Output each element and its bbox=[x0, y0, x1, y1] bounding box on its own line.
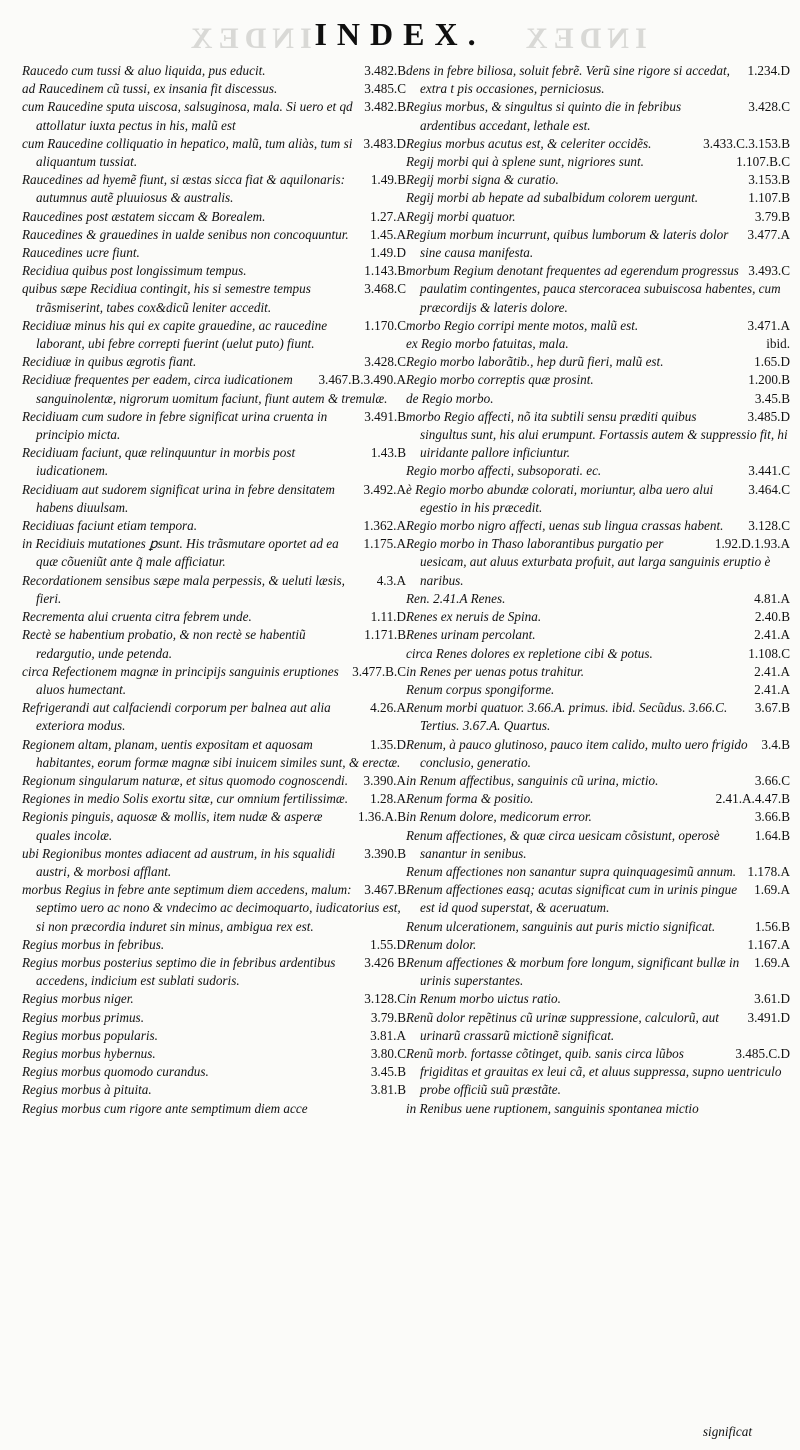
index-entry-text: Renũ morb. fortasse cõtinget, quib. sanis circa lũbos frigiditas et grauitas ex leui cã, et aluus suppressa, supno uentriculo probe officiũ suũ præstãte. bbox=[406, 1045, 782, 1098]
index-entry-text: Recidiuæ minus his qui ex capite grauedine, ac raucedine laborant, ubi febre correpti fuerint (uelut puto) fiunt. bbox=[22, 317, 328, 352]
index-reference: 1.55.D bbox=[370, 936, 406, 952]
index-entry-text: in Renibus uene ruptionem, sanguinis spontanea mictio bbox=[406, 1100, 699, 1116]
catchword: significat bbox=[702, 1424, 752, 1439]
index-entry bbox=[406, 153, 790, 171]
index-entry bbox=[22, 736, 406, 772]
index-entry bbox=[406, 863, 790, 881]
index-reference: 3.428.C bbox=[748, 99, 790, 115]
index-entry bbox=[406, 736, 790, 772]
index-entry-text: Regius morbus posterius septimo die in febribus ardentibus accedens, indicium est sublati sudoris. bbox=[22, 954, 336, 989]
index-reference: 1.234.D bbox=[747, 63, 790, 78]
index-entry bbox=[406, 1045, 790, 1100]
index-reference: 3.428.C bbox=[364, 354, 406, 370]
index-entry bbox=[22, 1063, 406, 1081]
index-entry-text: morbo Regio corripi mente motos, malũ est. bbox=[406, 317, 639, 333]
index-reference: 1.69.A bbox=[754, 882, 790, 898]
index-entry bbox=[406, 772, 790, 790]
index-entry bbox=[406, 62, 790, 98]
index-entry-text: Refrigerandi aut calfaciendi corporum per balnea aut alia exteriora modus. bbox=[22, 700, 331, 734]
index-reference: 3.464.C bbox=[748, 481, 790, 497]
index-reference: 3.128.C bbox=[748, 518, 790, 534]
index-entry bbox=[22, 1081, 406, 1099]
bleed-through-title-right: INDEX bbox=[520, 22, 647, 55]
index-entry bbox=[406, 535, 790, 590]
index-entry-text: Renum forma & positio. bbox=[406, 791, 534, 807]
index-entry-text: Renum affectiones non sanantur supra quinquagesimũ annum. bbox=[406, 863, 737, 879]
index-entry bbox=[406, 171, 790, 189]
index-entry-text: circa Refectionem magnæ in principijs sanguinis eruptiones aluos humectant. bbox=[22, 663, 339, 697]
index-entry bbox=[406, 699, 790, 735]
index-entry-text: quibus sæpe Recidiua contingit, his si semestre tempus trãsmiserint, tabes cox&dicũ leniter accedit. bbox=[22, 281, 311, 315]
index-entry-text: Recordationem sensibus sæpe mala perpessis, & ueluti læsis, fieri. bbox=[22, 572, 345, 606]
index-reference: 3.81.B bbox=[370, 1082, 406, 1098]
index-entry bbox=[22, 62, 406, 80]
index-entry bbox=[406, 517, 790, 535]
index-entry-text: Regij morbi quatuor. bbox=[406, 208, 516, 224]
index-entry bbox=[22, 80, 406, 98]
index-reference: 1.175.A bbox=[363, 536, 406, 552]
index-entry-text: morbo Regio affecti, nõ ita subtili sensu præditi quibus singultus sunt, his alui erumpunt. Fortassis autem & suppressio fit, hi uiridante pallore inficiuntur. bbox=[406, 408, 788, 461]
index-reference: 1.49.D bbox=[370, 245, 406, 261]
index-entry-text: cum Raucedine colliquatio in hepatico, malũ, tum aliàs, tum si aliquantum tussiat. bbox=[22, 135, 353, 170]
index-reference: ibid. bbox=[766, 336, 790, 352]
index-entry bbox=[406, 608, 790, 626]
index-reference: 1.35.D bbox=[370, 736, 406, 752]
index-entry bbox=[22, 1100, 406, 1118]
index-entry bbox=[22, 280, 406, 316]
index-entry-text: Regio morbo correptis quæ prosint. bbox=[406, 372, 594, 388]
index-entry bbox=[22, 772, 406, 790]
index-entry bbox=[22, 353, 406, 371]
index-entry bbox=[406, 98, 790, 134]
index-entry-text: è Regio morbo abundæ colorati, moriuntur, alba uero alui egestio in his præcedit. bbox=[406, 481, 714, 515]
index-reference: 4.81.A bbox=[754, 590, 790, 606]
index-entry-text: Renum morbi quatuor. 3.66.A. primus. ibid. Secũdus. 3.66.C. Tertius. 3.67.A. Quartus. bbox=[406, 700, 728, 734]
index-reference: 3.491.B bbox=[364, 408, 406, 424]
index-entry bbox=[22, 244, 406, 262]
page-title: INDEX. bbox=[314, 16, 486, 52]
index-entry bbox=[406, 481, 790, 517]
index-reference: 1.362.A bbox=[363, 518, 406, 534]
index-entry bbox=[406, 335, 790, 353]
index-reference: 2.41.A.4.47.B bbox=[715, 791, 790, 807]
index-reference: 3.485.C.D bbox=[735, 1045, 790, 1061]
index-reference: 3.477.A bbox=[747, 226, 790, 242]
index-entry bbox=[406, 371, 790, 389]
index-entry bbox=[406, 827, 790, 863]
index-reference: 1.64.B bbox=[754, 827, 790, 843]
index-reference: 3.485.C bbox=[364, 81, 406, 97]
index-entry-text: Raucedines post æstatem siccam & Borealem. bbox=[22, 208, 266, 224]
index-entry-text: in Renum affectibus, sanguinis cũ urina, mictio. bbox=[406, 772, 659, 788]
index-reference: 3.426 B bbox=[364, 954, 406, 970]
index-entry bbox=[406, 262, 790, 317]
index-entry-text: Rectè se habentium probatio, & non rectè se habentiũ redargutio, unde petenda. bbox=[22, 627, 306, 661]
index-reference: 3.482.B bbox=[364, 99, 406, 115]
index-entry-text: Renũ dolor repẽtinus cũ urinæ suppressione, calculorũ, aut urinarũ crassarũ mictionẽ significat. bbox=[406, 1009, 719, 1043]
index-entry bbox=[406, 408, 790, 463]
index-entry-text: Recidiuæ in quibus ægrotis fiant. bbox=[22, 354, 197, 370]
index-entry-text: Raucedines & grauedines in ualde senibus non concoquuntur. bbox=[22, 226, 349, 242]
index-entry bbox=[22, 936, 406, 954]
index-reference: 1.92.D.1.93.A bbox=[714, 536, 790, 552]
index-entry-text: Renes urinam percolant. bbox=[406, 627, 536, 643]
index-entry bbox=[22, 135, 406, 171]
index-reference: 3.45.B bbox=[754, 390, 790, 406]
index-reference: 1.27.A bbox=[370, 208, 406, 224]
index-entry-text: ubi Regionibus montes adiacent ad austrum, in his squalidi austri, & morbosi afflant. bbox=[22, 845, 336, 879]
index-entry bbox=[406, 681, 790, 699]
index-entry-text: Regius morbus popularis. bbox=[22, 1027, 158, 1043]
index-entry-text: in Renes per uenas potus trahitur. bbox=[406, 663, 585, 679]
index-entry-text: Renum affectiones easq; acutas significat cum in urinis pingue est id quod superstat, & aceruatum. bbox=[406, 882, 738, 916]
index-reference: 1.171.B bbox=[364, 627, 406, 643]
index-reference: 3.492.A bbox=[363, 481, 406, 497]
index-reference: 3.79.B bbox=[754, 208, 790, 224]
index-entry bbox=[22, 226, 406, 244]
index-reference: 1.178.A bbox=[747, 863, 790, 879]
index-entry bbox=[406, 189, 790, 207]
index-entry-text: ex Regio morbo fatuitas, mala. bbox=[406, 336, 569, 352]
index-entry bbox=[406, 317, 790, 335]
index-entry-text: Regij morbi ab hepate ad subalbidum colorem uergunt. bbox=[406, 190, 699, 206]
index-entry bbox=[22, 1009, 406, 1027]
index-entry-text: Regio morbo affecti, subsoporati. ec. bbox=[406, 463, 602, 479]
index-reference: 4.26.A bbox=[370, 700, 406, 716]
index-reference: 3.390.A bbox=[363, 772, 406, 788]
index-reference: 3.477.B.C bbox=[352, 663, 406, 679]
index-entry-text: Regionis pinguis, aquosæ & mollis, item nudæ & asperæ quales incolæ. bbox=[22, 809, 323, 843]
index-entry bbox=[406, 663, 790, 681]
index-entry-text: Regio morbo in Thaso laborantibus purgatio per uesicam, aut aluus exturbata profuit, aut larga sanguinis eruptio è naribus. bbox=[406, 536, 771, 588]
index-reference: 1.56.B bbox=[754, 918, 790, 934]
index-reference: 3.79.B bbox=[370, 1009, 406, 1025]
index-entry bbox=[22, 990, 406, 1008]
index-entry bbox=[22, 535, 406, 571]
index-entry-text: Regius morbus cum rigore ante semptimum diem acce bbox=[22, 1100, 308, 1116]
index-entry bbox=[22, 808, 406, 844]
index-entry bbox=[22, 954, 406, 990]
index-entry-text: Regius morbus à pituita. bbox=[22, 1082, 152, 1098]
index-reference: 3.493.C bbox=[748, 263, 790, 279]
index-reference: 3.485.D bbox=[747, 408, 790, 424]
index-reference: 3.433.C.3.153.B bbox=[703, 135, 790, 151]
index-reference: 2.41.A bbox=[754, 627, 790, 643]
index-entry bbox=[22, 317, 406, 353]
index-entry-text: Regius morbus hybernus. bbox=[22, 1045, 156, 1061]
index-reference: 3.67.B bbox=[754, 700, 790, 716]
index-entry-text: Renum affectiones & morbum fore longum, significant bullæ in urinis superstantes. bbox=[406, 954, 740, 989]
index-reference: 1.65.D bbox=[754, 354, 790, 370]
index-reference: 1.107.B bbox=[748, 190, 790, 206]
index-entry bbox=[406, 645, 790, 663]
index-entry bbox=[22, 790, 406, 808]
index-reference: 3.61.D bbox=[754, 991, 790, 1007]
index-entry-text: Regionum singularum naturæ, et situs quomodo cognoscendi. bbox=[22, 772, 349, 788]
index-entry-text: in Renum morbo uictus ratio. bbox=[406, 991, 561, 1007]
index-entry bbox=[406, 954, 790, 990]
index-entry bbox=[406, 590, 790, 608]
index-reference: 3.390.B bbox=[364, 845, 406, 861]
index-entry-text: de Regio morbo. bbox=[406, 390, 494, 406]
index-entry-text: Regiones in medio Solis exortu sitæ, cur omnium fertilissimæ. bbox=[22, 791, 349, 807]
index-reference: 3.66.B bbox=[754, 809, 790, 825]
index-column-left bbox=[22, 62, 406, 1118]
index-entry-text: Regio morbo nigro affecti, uenas sub lingua crassas habent. bbox=[406, 518, 724, 534]
index-entry-text: morbum Regium denotant frequentes ad egerendum progressus paulatim contingentes, pauca stercoracea subuiscosa habentes, cum præcordijs & lateris dolore. bbox=[406, 263, 781, 315]
index-reference: 1.28.A bbox=[370, 791, 406, 807]
index-entry-text: in Recidiuis mutationes ꝑsunt. His trãsmutare oportet ad ea quæ cõueniũt ante q̃ male afficiatur. bbox=[22, 536, 339, 570]
index-entry-text: Recidiuam aut sudorem significat urina in febre densitatem habens diuulsam. bbox=[22, 481, 335, 515]
index-entry bbox=[406, 808, 790, 826]
index-entry bbox=[406, 918, 790, 936]
index-entry-text: Recidiuam faciunt, quæ relinquuntur in morbis post iudicationem. bbox=[22, 445, 296, 479]
index-reference: 3.45.B bbox=[370, 1064, 406, 1080]
index-entry-text: cum Raucedine sputa uiscosa, salsuginosa, mala. Si uero et qd attollatur iuxta pectus in his, malũ est bbox=[22, 99, 353, 133]
index-reference: 1.200.B bbox=[748, 372, 790, 388]
index-entry-text: ad Raucedinem cũ tussi, ex insania fit discessus. bbox=[22, 81, 278, 97]
index-entry bbox=[22, 444, 406, 480]
index-entry-text: Raucedines ucre fiunt. bbox=[22, 245, 140, 261]
index-entry-text: Regius morbus niger. bbox=[22, 991, 134, 1007]
index-reference: 3.4.B bbox=[761, 736, 790, 752]
index-column-right bbox=[406, 62, 790, 1118]
index-entry-text: Regius morbus, & singultus si quinto die in febribus ardentibus accedant, lethale est. bbox=[406, 99, 682, 133]
index-entry-text: Regius morbus quomodo curandus. bbox=[22, 1064, 209, 1080]
index-entry bbox=[406, 990, 790, 1008]
index-entry-text: Regius morbus acutus est, & celeriter occidẽs. bbox=[406, 135, 652, 151]
index-entry bbox=[22, 626, 406, 662]
index-reference: 1.107.B.C bbox=[736, 154, 790, 170]
index-entry-text: Renum, à pauco glutinoso, pauco item calido, multo uero frigido conclusio, generatio. bbox=[406, 736, 748, 770]
index-reference: 1.143.B bbox=[364, 263, 406, 279]
index-entry bbox=[22, 371, 406, 407]
index-reference: 1.36.A.B bbox=[358, 809, 406, 825]
index-reference: 3.467.B.3.490.A bbox=[318, 372, 406, 388]
index-entry bbox=[406, 462, 790, 480]
index-reference: 1.69.A bbox=[754, 954, 790, 970]
index-reference: 1.45.A bbox=[370, 226, 406, 242]
index-reference: 3.468.C bbox=[364, 281, 406, 297]
index-entry bbox=[406, 1100, 790, 1118]
index-entry-text: Raucedines ad hyemẽ fiunt, si æstas sicca fiat & aquilonaris: autumnus autẽ pluuiosus & australis. bbox=[22, 172, 346, 206]
index-entry-text: Recrementa alui cruenta citra febrem unde. bbox=[22, 609, 252, 625]
index-entry bbox=[406, 881, 790, 917]
index-reference: 2.41.A bbox=[754, 663, 790, 679]
index-reference: 3.483.D bbox=[363, 135, 406, 151]
index-entry bbox=[22, 481, 406, 517]
index-entry bbox=[22, 1045, 406, 1063]
index-entry-text: dens in febre biliosa, soluit febrẽ. Verũ sine rigore si accedat, extra t pis occasiones, perniciosus. bbox=[406, 63, 730, 97]
index-entry bbox=[406, 626, 790, 644]
index-entry-text: Regius morbus primus. bbox=[22, 1009, 144, 1025]
index-reference: 3.441.C bbox=[748, 463, 790, 479]
index-entry bbox=[22, 845, 406, 881]
index-entry-text: Renum corpus spongiforme. bbox=[406, 681, 555, 697]
index-reference: 3.128.C bbox=[364, 991, 406, 1007]
index-entry-text: Raucedo cum tussi & aluo liquida, pus educit. bbox=[22, 63, 266, 78]
index-entry-text: Regij morbi signa & curatio. bbox=[406, 172, 559, 188]
index-entry bbox=[406, 135, 790, 153]
index-entry bbox=[22, 98, 406, 134]
index-entry-text: Renum dolor. bbox=[406, 936, 477, 952]
index-reference: 3.81.A bbox=[370, 1027, 406, 1043]
index-reference: 3.66.C bbox=[754, 772, 790, 788]
index-entry-text: Regij morbi qui à splene sunt, nigriores sunt. bbox=[406, 154, 644, 170]
index-entry bbox=[22, 1027, 406, 1045]
index-reference: 3.471.A bbox=[747, 317, 790, 333]
index-reference: 3.80.C bbox=[370, 1045, 406, 1061]
index-entry-text: Renes ex neruis de Spina. bbox=[406, 609, 542, 625]
index-entry-text: Renum ulcerationem, sanguinis aut puris mictio significat. bbox=[406, 918, 716, 934]
index-entry bbox=[406, 790, 790, 808]
index-reference: 3.153.B bbox=[748, 172, 790, 188]
index-entry bbox=[406, 208, 790, 226]
bleed-through-title-left: INDEX bbox=[185, 22, 312, 55]
index-entry bbox=[22, 572, 406, 608]
index-entry-text: circa Renes dolores ex repletione cibi & potus. bbox=[406, 645, 653, 661]
index-reference: 2.41.A bbox=[754, 681, 790, 697]
index-reference: 1.167.A bbox=[747, 936, 790, 952]
index-entry bbox=[22, 608, 406, 626]
index-entry bbox=[22, 408, 406, 444]
index-entry bbox=[22, 699, 406, 735]
index-entry bbox=[22, 517, 406, 535]
index-reference: 4.3.A bbox=[376, 572, 406, 588]
index-entry-text: Regionem altam, planam, uentis expositam et aquosam habitantes, eorum formæ magnæ sibi inuicem similes sunt, & erectæ. bbox=[22, 736, 401, 770]
index-reference: 3.482.B bbox=[364, 63, 406, 78]
index-entry bbox=[22, 262, 406, 280]
index-entry-text: Renum affectiones, & quæ circa uesicam cõsistunt, operosè sanantur in senibus. bbox=[406, 827, 720, 861]
index-entry-text: Regium morbum incurrunt, quibus lumborum & lateris dolor sine causa manifesta. bbox=[406, 226, 729, 261]
index-reference: 1.49.B bbox=[370, 172, 406, 188]
index-reference: 2.40.B bbox=[754, 609, 790, 625]
index-entry-text: in Renum dolore, medicorum error. bbox=[406, 809, 592, 825]
index-entry bbox=[406, 226, 790, 262]
index-entry bbox=[22, 208, 406, 226]
index-entry-text: Regio morbo laborãtib., hep durũ fieri, malũ est. bbox=[406, 354, 664, 370]
index-reference: 1.43.B bbox=[370, 445, 406, 461]
index-entry bbox=[406, 390, 790, 408]
index-entry-text: morbus Regius in febre ante septimum diem accedens, malum: septimo uero ac nono & vndecimo ac decimoquarto, iudicatorius est, si non præcordia induret sin minus, ambigua rex est. bbox=[22, 882, 401, 934]
index-entry bbox=[406, 353, 790, 371]
index-entry bbox=[406, 936, 790, 954]
index-entry-text: Recidiua quibus post longissimum tempus. bbox=[22, 263, 247, 279]
index-reference: 1.11.D bbox=[370, 609, 406, 625]
index-reference: 1.170.C bbox=[364, 317, 406, 333]
index-reference: 1.108.C bbox=[748, 645, 790, 661]
index-reference: 3.467.B bbox=[364, 882, 406, 898]
index-entry bbox=[22, 881, 406, 936]
index-entry bbox=[406, 1009, 790, 1045]
index-entry-text: Recidiuam cum sudore in febre significat urina cruenta in principio micta. bbox=[22, 408, 328, 443]
index-entry-text: Regius morbus in febribus. bbox=[22, 936, 165, 952]
index-entry bbox=[22, 171, 406, 207]
index-reference: 3.491.D bbox=[747, 1009, 790, 1025]
index-entry-text: Recidiuas faciunt etiam tempora. bbox=[22, 518, 198, 534]
index-entry bbox=[22, 663, 406, 699]
index-entry-text: Recidiuæ frequentes per eadem, circa iudicationem sanguinolentæ, nigrorum uomitum faciunt, fiunt autem & tremulæ. bbox=[22, 372, 388, 406]
index-entry-text: Ren. 2.41.A Renes. bbox=[406, 590, 506, 606]
